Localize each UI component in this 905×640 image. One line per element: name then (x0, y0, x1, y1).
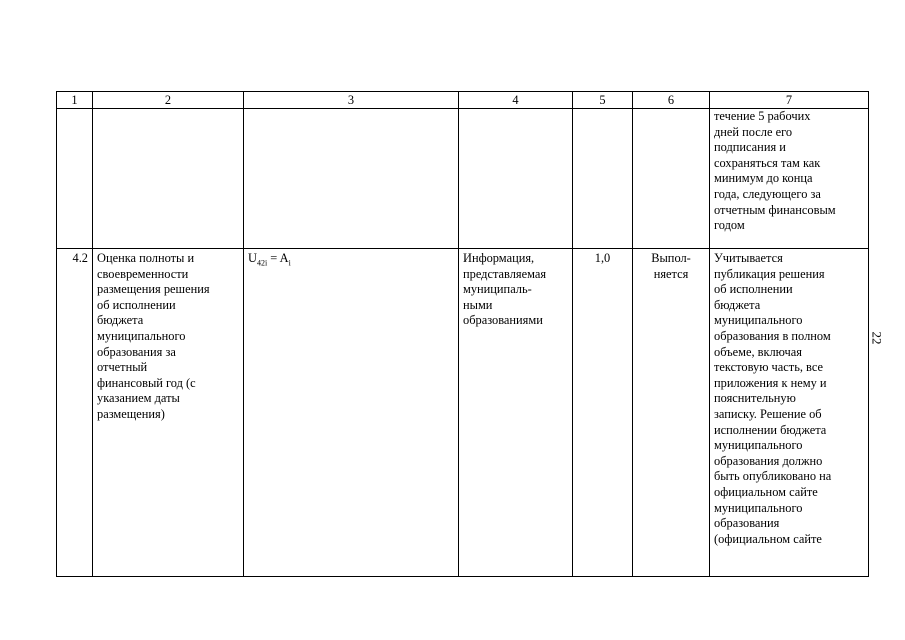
table-row (57, 249, 869, 577)
text-line: течение 5 рабочих (714, 109, 811, 123)
text-line: муниципального (714, 313, 803, 328)
table-cell (244, 109, 459, 249)
text-line: образования в полном (714, 328, 831, 343)
text-line: представляемая (463, 266, 547, 281)
text-line: Оценка полноты и (97, 251, 195, 265)
header-cell: 6 (633, 92, 710, 109)
table-row-continued (57, 109, 869, 249)
text-line: муниципального (97, 328, 186, 343)
text-line: годом (714, 218, 745, 233)
text-line: минимум до конца (714, 171, 813, 186)
table-cell (573, 109, 633, 249)
weight-cell: 1,0 (573, 249, 633, 577)
formula-subscript-2: i (288, 258, 291, 268)
status-cell (633, 249, 710, 577)
text-line: своевременности (97, 266, 189, 281)
table-cell (459, 109, 573, 249)
table-cell (633, 109, 710, 249)
text-line: указанием даты (97, 391, 180, 406)
text-line: об исполнении (97, 297, 176, 312)
header-cell: 4 (459, 92, 573, 109)
text-line: сохраняться там как (714, 155, 821, 170)
header-row (57, 92, 869, 109)
text-line: няется (653, 266, 689, 281)
formula-cell (244, 249, 459, 577)
text-line: муниципаль- (463, 282, 532, 297)
text-line: бюджета (714, 297, 761, 312)
table-cell (93, 109, 244, 249)
text-line: Информация, (463, 251, 535, 265)
text-line: подписания и (714, 140, 786, 155)
header-cell: 7 (710, 92, 869, 109)
text-line: ными (463, 297, 493, 312)
text-line: муниципального (714, 438, 803, 453)
header-cell: 2 (93, 92, 244, 109)
text-line: приложения к нему и (714, 375, 827, 390)
text-line: финансовый год (с (97, 375, 196, 390)
text-line: Учитывается (714, 251, 783, 265)
text-line: образования должно (714, 453, 823, 468)
text-line: дней после его (714, 124, 793, 139)
text-line: пояснительную (714, 391, 796, 406)
continued-comment-cell (710, 109, 869, 249)
text-line: года, следующего за (714, 186, 821, 201)
text-line: отчетный (97, 360, 148, 375)
text-line: быть опубликовано на (714, 469, 832, 484)
text-line: размещения) (97, 406, 165, 421)
text-line: (официальном сайте (714, 531, 822, 546)
formula-subscript: 42i (256, 258, 268, 268)
criteria-table (56, 91, 869, 577)
criterion-cell (93, 249, 244, 577)
comment-cell (710, 249, 869, 577)
text-line: образования (714, 516, 780, 531)
text-line: образованиями (463, 313, 543, 328)
source-cell (459, 249, 573, 577)
text-line: отчетным финансовым (714, 202, 836, 217)
formula-rhs: = A (267, 251, 289, 265)
formula-symbol: U (248, 251, 257, 265)
text-line: объеме, включая (714, 344, 802, 359)
table-cell (57, 109, 93, 249)
header-cell: 5 (573, 92, 633, 109)
formula (248, 251, 291, 268)
text-line: публикация решения (714, 266, 825, 281)
text-line: исполнении бюджета (714, 422, 827, 437)
text-line: бюджета (97, 313, 144, 328)
text-line: муниципального (714, 500, 803, 515)
text-line: Выпол- (651, 251, 691, 265)
page-number: 22 (869, 331, 885, 345)
header-cell: 1 (57, 92, 93, 109)
text-line: размещения решения (97, 282, 210, 297)
header-cell: 3 (244, 92, 459, 109)
text-line: текстовую часть, все (714, 360, 823, 375)
text-line: образования за (97, 344, 176, 359)
row-number: 4.2 (57, 249, 93, 577)
text-line: официальном сайте (714, 484, 818, 499)
text-line: об исполнении (714, 282, 793, 297)
text-line: записку. Решение об (714, 406, 822, 421)
